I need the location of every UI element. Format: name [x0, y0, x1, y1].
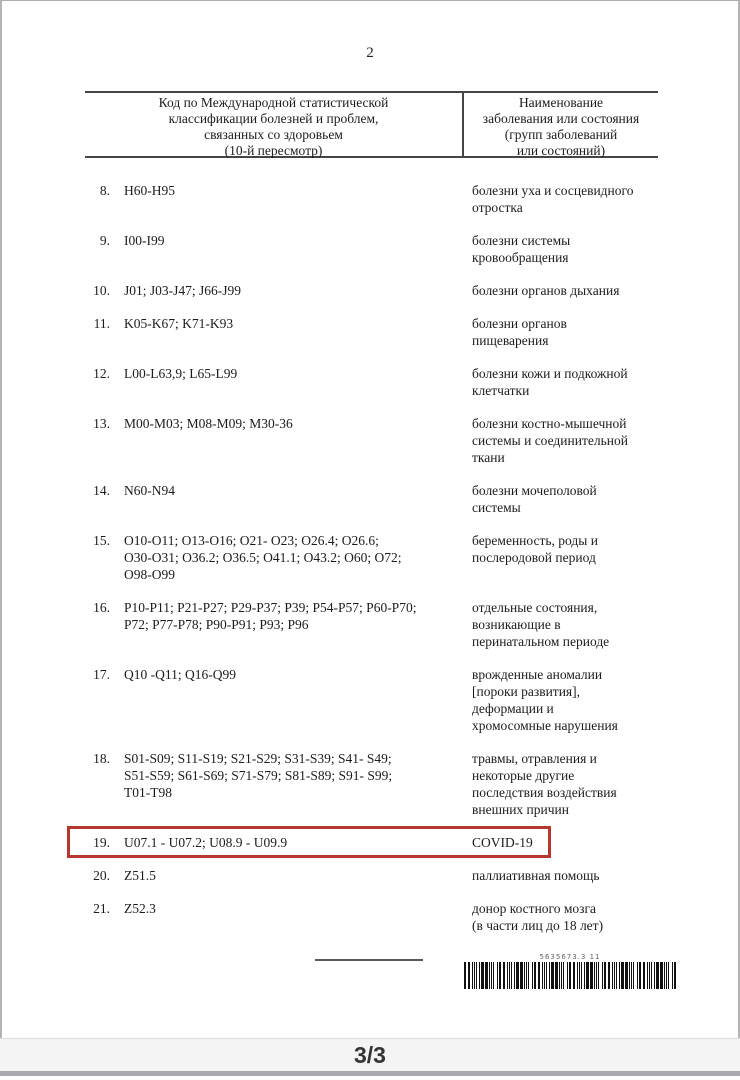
- row-disease-name-line: системы и соединительной: [472, 433, 628, 448]
- table-header-line: связанных со здоровьем: [204, 127, 343, 142]
- row-disease-name-line: некоторые другие: [472, 768, 575, 783]
- row-disease-name-line: послеродовой период: [472, 550, 596, 565]
- table-row: [2, 315, 740, 349]
- row-disease-name: [472, 232, 684, 266]
- row-disease-name: [472, 750, 684, 818]
- table-header-line: (10-й пересмотр): [224, 143, 323, 158]
- table-header-line: классификации болезней и проблем,: [168, 111, 379, 126]
- row-icd-codes: [124, 182, 464, 216]
- document-bottom-section: [2, 949, 740, 1019]
- table-header-name-column: [464, 93, 658, 156]
- row-disease-name-line: COVID-19: [472, 835, 533, 850]
- row-disease-name: [472, 315, 684, 349]
- row-disease-name: [472, 532, 684, 583]
- row-number: 11.: [93, 316, 110, 331]
- table-header-line: Код по Международной статистической: [158, 95, 389, 110]
- row-icd-codes-line: S51-S59; S61-S69; S71-S79; S81-S89; S91- S99;: [124, 768, 393, 783]
- row-disease-name: [472, 834, 684, 851]
- table-header-line: Наименование: [518, 95, 604, 110]
- table-row: [2, 232, 740, 266]
- table-header: [85, 91, 658, 158]
- row-icd-codes-line: Q10 -Q11; Q16-Q99: [124, 667, 236, 682]
- row-icd-codes-line: N60-N94: [124, 483, 175, 498]
- row-disease-name: [472, 599, 684, 650]
- row-disease-name-line: кровообращения: [472, 250, 569, 265]
- table-header-line: заболевания или состояния: [482, 111, 640, 126]
- row-icd-codes-line: K05-K67; K71-K93: [124, 316, 234, 331]
- row-icd-codes: [124, 750, 464, 818]
- row-disease-name-line: болезни органов: [472, 316, 567, 331]
- row-disease-name-line: болезни кожи и подкожной: [472, 366, 628, 381]
- row-disease-name-line: ткани: [472, 450, 505, 465]
- row-disease-name: [472, 666, 684, 734]
- table-row: [2, 867, 740, 884]
- barcode: [464, 953, 676, 989]
- row-icd-codes-line: O10-O11; O13-O16; O21- O23; O26.4; O26.6;: [124, 533, 379, 548]
- row-number: 20.: [93, 868, 110, 883]
- row-number: 12.: [93, 366, 110, 381]
- row-disease-name-line: донор костного мозга: [472, 901, 597, 916]
- row-icd-codes-line: O30-O31; O36.2; O36.5; O41.1; O43.2; O60; O72;: [124, 550, 402, 565]
- table-body: [2, 160, 740, 950]
- row-icd-codes-line: M00-M03; M08-M09; M30-36: [124, 416, 293, 431]
- row-disease-name-line: системы: [472, 500, 521, 515]
- row-icd-codes: [124, 834, 464, 851]
- table-header-line: (групп заболеваний: [504, 127, 618, 142]
- row-icd-codes: [124, 365, 464, 399]
- table-row: [2, 365, 740, 399]
- table-row: [2, 415, 740, 466]
- row-disease-name-line: паллиативная помощь: [472, 868, 600, 883]
- row-disease-name-line: пищеварения: [472, 333, 549, 348]
- barcode-label: 5635673.3 11: [539, 953, 601, 961]
- row-disease-name: [472, 365, 684, 399]
- row-number: 8.: [99, 183, 110, 198]
- row-number: 14.: [93, 483, 110, 498]
- row-icd-codes: [124, 900, 464, 934]
- table-row: [2, 282, 740, 299]
- row-icd-codes: [124, 232, 464, 266]
- row-icd-codes-line: T01-T98: [124, 785, 172, 800]
- table-row: [2, 532, 740, 583]
- row-icd-codes-line: P72; P77-P78; P90-P91; P93; P96: [124, 617, 309, 632]
- table-row: [2, 900, 740, 934]
- row-disease-name-line: травмы, отравления и: [472, 751, 597, 766]
- row-number: 15.: [93, 533, 110, 548]
- row-disease-name-line: беременность, роды и: [472, 533, 598, 548]
- row-icd-codes-line: L00-L63,9; L65-L99: [124, 366, 238, 381]
- row-disease-name-line: хромосомные нарушения: [472, 718, 618, 733]
- row-icd-codes-line: U07.1 - U07.2; U08.9 - U09.9: [124, 835, 288, 850]
- row-disease-name-line: перинатальном периоде: [472, 634, 610, 649]
- row-disease-name-line: [пороки развития],: [472, 684, 581, 699]
- page-indicator: 3/3: [0, 1038, 740, 1071]
- row-icd-codes-line: O98-O99: [124, 567, 175, 582]
- row-disease-name: [472, 182, 684, 216]
- table-row: [2, 666, 740, 734]
- row-icd-codes: [124, 532, 464, 583]
- row-icd-codes-line: J01; J03-J47; J66-J99: [124, 283, 242, 298]
- table-header-code-column: [85, 93, 464, 156]
- row-number: 10.: [93, 283, 110, 298]
- row-disease-name-line: отдельные состояния,: [472, 600, 598, 615]
- row-icd-codes: [124, 599, 464, 650]
- row-icd-codes: [124, 282, 464, 299]
- row-disease-name-line: болезни мочеполовой: [472, 483, 597, 498]
- row-disease-name-line: врожденные аномалии: [472, 667, 603, 682]
- row-icd-codes: [124, 415, 464, 466]
- row-disease-name-line: деформации и: [472, 701, 554, 716]
- row-disease-name: [472, 415, 684, 466]
- barcode-bars: [464, 962, 676, 989]
- row-disease-name-line: последствия воздействия: [472, 785, 617, 800]
- row-icd-codes: [124, 867, 464, 884]
- row-disease-name-line: внешних причин: [472, 802, 569, 817]
- row-number: 13.: [93, 416, 110, 431]
- row-number: 16.: [93, 600, 110, 615]
- row-disease-name-line: возникающие в: [472, 617, 561, 632]
- row-disease-name-line: болезни костно-мышечной: [472, 416, 627, 431]
- row-number: 18.: [93, 751, 110, 766]
- row-number: 19.: [93, 835, 110, 850]
- row-disease-name-line: (в части лиц до 18 лет): [472, 918, 604, 933]
- table-row: [2, 182, 740, 216]
- row-icd-codes-line: H60-H95: [124, 183, 175, 198]
- row-disease-name-line: болезни органов дыхания: [472, 283, 620, 298]
- row-disease-name: [472, 900, 684, 934]
- row-number: 21.: [93, 901, 110, 916]
- row-number: 17.: [93, 667, 110, 682]
- row-number: 9.: [99, 233, 110, 248]
- table-row: [2, 834, 740, 851]
- table-row: [2, 599, 740, 650]
- row-icd-codes-line: Z52.3: [124, 901, 156, 916]
- table-row: [2, 482, 740, 516]
- row-disease-name-line: клетчатки: [472, 383, 530, 398]
- row-disease-name: [472, 282, 684, 299]
- row-disease-name: [472, 482, 684, 516]
- end-of-document-rule: [315, 959, 423, 961]
- row-icd-codes-line: Z51.5: [124, 868, 156, 883]
- document-page-number: 2: [366, 45, 374, 61]
- row-disease-name-line: отростка: [472, 200, 523, 215]
- viewer-footer: [0, 1038, 740, 1080]
- table-header-line: или состояний): [516, 143, 606, 158]
- row-disease-name-line: болезни уха и сосцевидного: [472, 183, 634, 198]
- row-icd-codes: [124, 666, 464, 734]
- row-icd-codes-line: S01-S09; S11-S19; S21-S29; S31-S39; S41- S49;: [124, 751, 392, 766]
- row-icd-codes-line: P10-P11; P21-P27; P29-P37; P39; P54-P57; P60-P70;: [124, 600, 417, 615]
- row-icd-codes: [124, 315, 464, 349]
- row-disease-name-line: болезни системы: [472, 233, 571, 248]
- table-row: [2, 750, 740, 818]
- row-icd-codes-line: I00-I99: [124, 233, 165, 248]
- row-icd-codes: [124, 482, 464, 516]
- row-disease-name: [472, 867, 684, 884]
